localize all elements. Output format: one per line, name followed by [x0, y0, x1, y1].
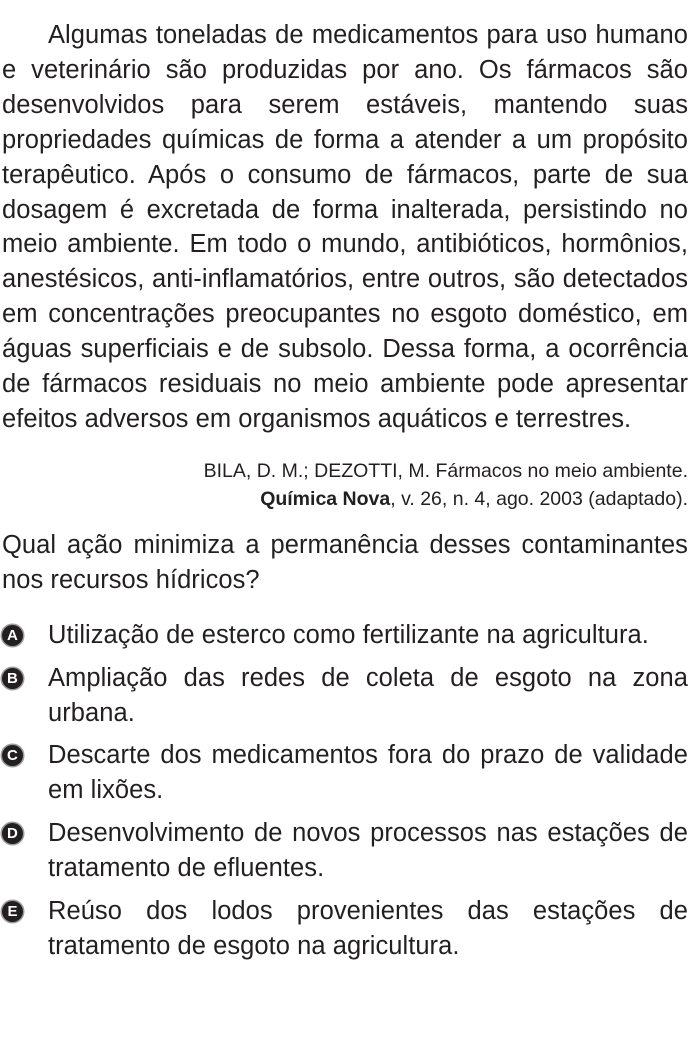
option-letter-e: E: [2, 901, 23, 922]
option-d[interactable]: [2, 816, 688, 886]
option-letter-a: A: [2, 625, 23, 646]
option-b[interactable]: [2, 661, 688, 731]
option-letter-b: B: [2, 668, 23, 689]
exam-question: [2, 18, 688, 964]
passage-text: Algumas toneladas de medicamentos para uso humano e veterinário são produzidas por ano. Os fármacos são desenvolvidos para serem estáveis, mantendo suas propriedades químicas de forma a atender a um propósito terapêutico. Após o consumo de fármacos, parte de sua dosagem é excretada de forma inalterada, persistindo no meio ambiente. Em todo o mundo, antibióticos, hormônios, anestésicos, anti-inflamatórios, entre outros, são detectados em concentrações preocupantes no esgoto doméstico, em águas superficiais e de subsolo. Dessa forma, a ocorrência de fármacos residuais no meio ambiente pode apresentar efeitos adversos em organismos aquáticos e terrestres.: [2, 21, 688, 433]
option-c[interactable]: [2, 738, 688, 808]
option-letter-c: C: [2, 745, 23, 766]
citation-source: [2, 485, 688, 513]
citation-details: , v. 26, n. 4, ago. 2003 (adaptado).: [390, 487, 688, 510]
option-text-e: Reúso dos lodos provenientes das estações de tratamento de esgoto na agricultura.: [48, 897, 688, 960]
citation-journal: Química Nova: [260, 487, 391, 510]
option-text-c: Descarte dos medicamentos fora do prazo de validade em lixões.: [48, 741, 688, 805]
option-a[interactable]: [2, 618, 688, 653]
option-text-b: Ampliação das redes de coleta de esgoto na zona urbana.: [48, 663, 688, 727]
option-letter-d: D: [2, 823, 23, 844]
option-text-d: Desenvolvimento de novos processos nas estações de tratamento de efluentes.: [48, 819, 688, 883]
answer-options: [2, 618, 688, 964]
citation-authors: BILA, D. M.; DEZOTTI, M. Fármacos no meio ambiente.: [203, 459, 688, 482]
citation: [2, 457, 688, 513]
question-prompt: Qual ação minimiza a permanência desses contaminantes nos recursos hídricos?: [2, 530, 688, 594]
option-text-a: Utilização de esterco como fertilizante na agricultura.: [48, 620, 649, 649]
option-e[interactable]: [2, 894, 688, 964]
